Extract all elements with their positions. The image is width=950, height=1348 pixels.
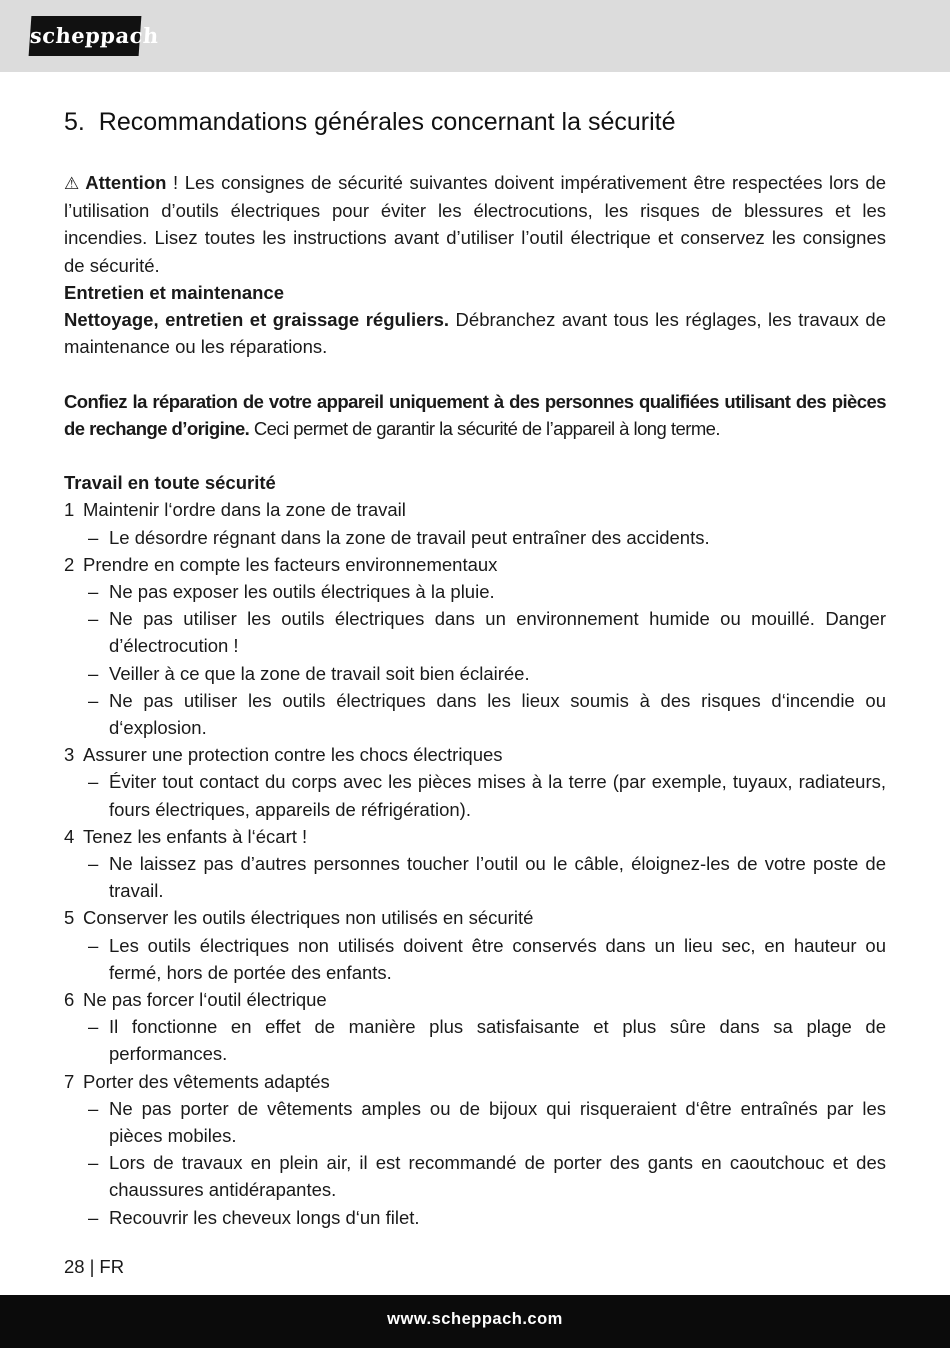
safe-work-heading: Travail en toute sécurité: [64, 472, 276, 494]
list-sub-item: [64, 605, 886, 659]
list-item: [64, 1068, 886, 1095]
list-sub-item-text: Il fonctionne en effet de manière plus satisfaisante et plus sûre dans sa plage de performances.: [109, 1016, 886, 1065]
dash-bullet: –: [88, 581, 99, 603]
list-sub-item: [64, 524, 886, 551]
list-item-title: Prendre en compte les facteurs environnementaux: [83, 553, 498, 575]
dash-bullet: –: [88, 662, 99, 684]
list-sub-item-text: Ne pas utiliser les outils électriques dans les lieux soumis à des risques d‘incendie ou d‘explosion.: [109, 689, 886, 739]
list-sub-item-text: Veiller à ce que la zone de travail soit bien éclairée.: [109, 662, 530, 684]
list-item-number: 2: [64, 553, 75, 575]
list-sub-item-text: Éviter tout contact du corps avec les pièces mises à la terre (par exemple, tuyaux, radiateurs, fours électriques, appareils de réfrigération).: [109, 771, 886, 820]
dash-bullet: –: [88, 608, 99, 630]
list-sub-item: [64, 687, 886, 741]
list-sub-item-text: Le désordre régnant dans la zone de travail peut entraîner des accidents.: [109, 526, 710, 548]
repair-bold-text: Confiez la réparation de votre appareil uniquement à des personnes qualifiées utilisant des pièces de rechange d’origine.: [64, 390, 886, 439]
maintenance-heading: Entretien et maintenance: [64, 281, 285, 303]
page-number-label: [64, 1256, 124, 1278]
page-language: FR: [99, 1256, 125, 1277]
list-sub-item: [64, 1013, 886, 1067]
section-title: Recommandations générales concernant la sécurité: [98, 108, 676, 136]
list-sub-item-text: Lors de travaux en plein air, il est recommandé de porter des gants en caoutchouc et des chaussures antidérapantes.: [109, 1152, 886, 1201]
list-item-title: Assurer une protection contre les chocs électriques: [83, 744, 503, 766]
repair-paragraph: [64, 388, 886, 442]
list-sub-item: [64, 1095, 886, 1149]
list-item-title: Maintenir l‘ordre dans la zone de travail: [83, 499, 406, 521]
list-item: [64, 904, 886, 931]
dash-bullet: –: [88, 853, 99, 875]
section-heading: [64, 108, 675, 137]
list-item: [64, 823, 886, 850]
attention-paragraph: [64, 169, 886, 279]
website-url: www.scheppach.com: [387, 1310, 563, 1328]
list-item-title: Ne pas forcer l‘outil électrique: [83, 989, 327, 1011]
list-sub-item-text: Ne laissez pas d’autres personnes toucher l’outil ou le câble, éloignez-les de votre poste de travail.: [109, 853, 886, 902]
list-sub-item-text: Ne pas utiliser les outils électriques dans un environnement humide ou mouillé. Danger d’électrocution !: [109, 608, 886, 657]
section-number: 5.: [64, 108, 85, 136]
attention-text: ! Les consignes de sécurité suivantes doivent impérativement être respectées lors de l’utilisation d’outils électriques pour éviter les électrocutions, les risques de blessures et les incendies. Lisez toutes les instructions avant d’utiliser l’outil électrique et conservez les consignes de sécurité.: [64, 172, 886, 276]
page-content: [64, 169, 886, 1231]
dash-bullet: –: [88, 934, 99, 956]
list-sub-item: [64, 660, 886, 687]
list-item: [64, 496, 886, 523]
spacer: [64, 360, 886, 387]
dash-bullet: –: [88, 1097, 99, 1119]
footer-bar: [0, 1295, 950, 1348]
attention-label: Attention: [85, 172, 167, 193]
list-item-number: 1: [64, 499, 75, 521]
dash-bullet: –: [88, 1206, 99, 1228]
dash-bullet: –: [88, 689, 99, 711]
list-item-number: 3: [64, 744, 75, 766]
list-item-title: Porter des vêtements adaptés: [83, 1070, 330, 1092]
dash-bullet: –: [88, 771, 99, 793]
list-item-number: 6: [64, 989, 75, 1011]
spacer: [64, 442, 886, 469]
list-sub-item-text: Ne pas exposer les outils électriques à la pluie.: [109, 581, 495, 603]
warning-triangle-icon: ⚠: [64, 174, 80, 193]
list-sub-item: [64, 578, 886, 605]
maintenance-text: Débranchez avant tous les réglages, les travaux de maintenance ou les réparations.: [64, 309, 886, 358]
list-sub-item: [64, 1204, 886, 1231]
dash-bullet: –: [88, 526, 99, 548]
list-item-title: Tenez les enfants à l‘écart !: [83, 825, 308, 847]
list-sub-item: [64, 768, 886, 822]
list-sub-item: [64, 1149, 886, 1203]
list-item: [64, 741, 886, 768]
list-sub-item: [64, 850, 886, 904]
dash-bullet: –: [88, 1016, 99, 1038]
page-number: 28: [64, 1256, 85, 1277]
safe-work-list: [64, 496, 886, 1230]
maintenance-paragraph: [64, 306, 886, 360]
list-item-number: 4: [64, 825, 75, 847]
header-bar: [0, 0, 950, 72]
list-sub-item-text: Recouvrir les cheveux longs d‘un filet.: [109, 1206, 420, 1228]
list-item-title: Conserver les outils électriques non utilisés en sécurité: [83, 907, 534, 929]
list-item-number: 5: [64, 907, 75, 929]
maintenance-lead: Nettoyage, entretien et graissage réguliers.: [64, 309, 450, 331]
list-sub-item: [64, 932, 886, 986]
repair-text: Ceci permet de garantir la sécurité de l’appareil à long terme.: [249, 417, 721, 439]
scheppach-logo: scheppach: [29, 16, 142, 56]
list-sub-item-text: Les outils électriques non utilisés doivent être conservés dans un lieu sec, en hauteur ou fermé, hors de portée des enfants.: [109, 934, 886, 983]
page-separator: |: [89, 1256, 95, 1277]
list-item: [64, 551, 886, 578]
dash-bullet: –: [88, 1152, 99, 1174]
list-sub-item-text: Ne pas porter de vêtements amples ou de bijoux qui risqueraient d‘être entraînés par les pièces mobiles.: [109, 1097, 886, 1147]
list-item-number: 7: [64, 1070, 75, 1092]
list-item: [64, 986, 886, 1013]
